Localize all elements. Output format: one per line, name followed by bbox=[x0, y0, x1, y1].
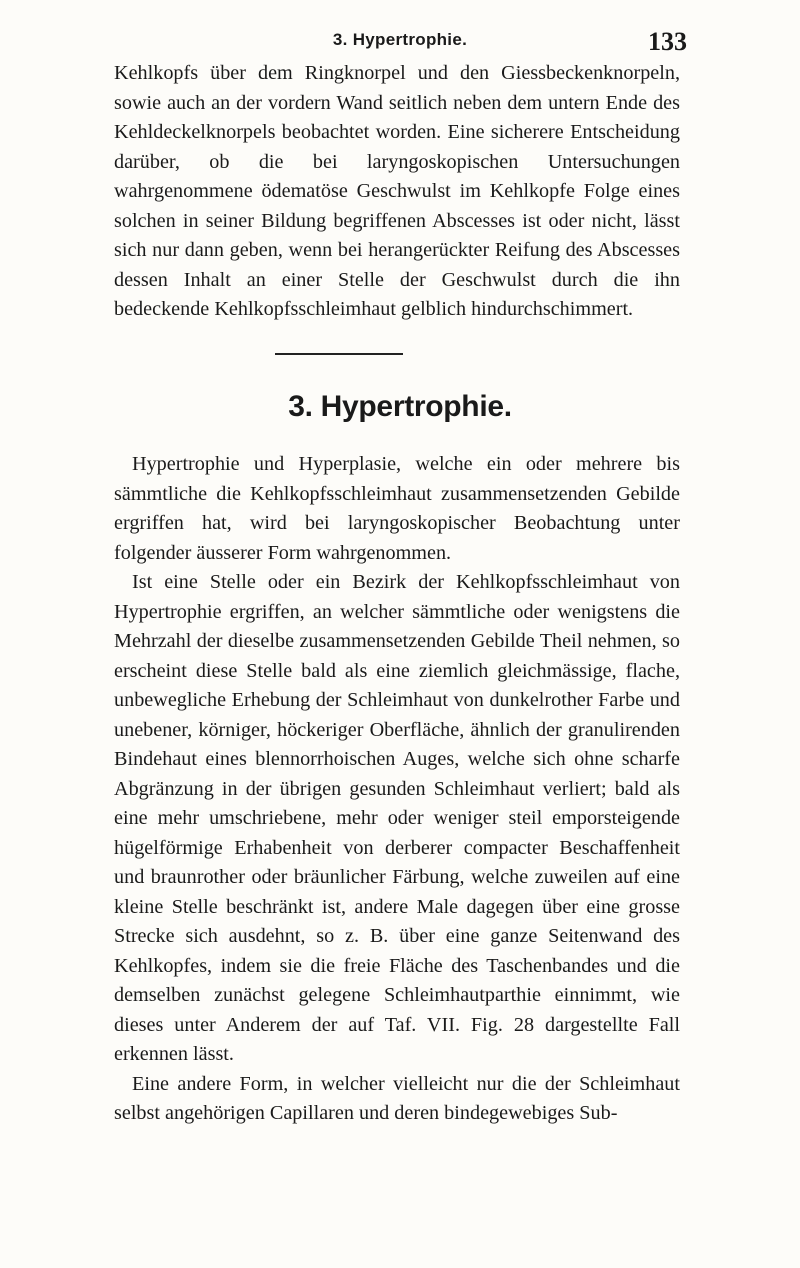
section-divider bbox=[275, 353, 403, 355]
running-head bbox=[0, 27, 800, 60]
section-heading: 3. Hypertrophie. bbox=[288, 390, 512, 423]
continued-paragraph: Kehlkopfs über dem Ringknorpel und den Giessbeckenknorpeln, sowie auch an der vordern Wand seitlich neben dem untern Ende des Kehldeckelknorpels beobachtet worden. Eine sicherere Entscheidung darüber, ob die bei laryngoskopischen Untersuchungen wahrgenommene ödematöse Geschwulst im Kehlkopfe Folge eines solchen in seiner Bildung begriffenen Abscesses ist oder nicht, lässt sich nur dann geben, wenn bei herangerückter Reifung des Abscesses dessen Inhalt an einer Stelle der Geschwulst durch die ihn bedeckende Kehlkopfsschleimhaut gelblich hindurchschimmert. bbox=[114, 62, 680, 320]
paragraph: Hypertrophie und Hyperplasie, welche ein oder mehrere bis sämmtliche die Kehlkopfsschleimhaut zusammensetzenden Gebilde ergriffen hat, wird bei laryngoskopischer Beobachtung unter folgender äusserer Form wahrgenommen. bbox=[114, 453, 680, 564]
paragraph: Ist eine Stelle oder ein Bezirk der Kehlkopfsschleimhaut von Hypertrophie ergriffen, an welcher sämmtliche oder wenigstens die Mehrzahl der dieselbe zusammensetzenden Gebilde Theil nehmen, so erscheint diese Stelle bald als eine ziemlich gleichmässige, flache, unbewegliche Erhebung der Schleimhaut von dunkelrother Farbe und unebener, körniger, höckeriger Oberfläche, ähnlich der granulirenden Bindehaut eines blennorrhoischen Auges, welche sich ohne scharfe Abgränzung in der übrigen gesunden Schleimhaut verliert; bald als eine mehr umschriebene, mehr oder weniger steil emporsteigende hügelförmige Erhabenheit von derberer compacter Beschaffenheit und braunrother oder bräunlicher Färbung, welche zuweilen auf eine kleine Stelle beschränkt ist, andere Male dagegen über eine grosse Strecke sich ausdehnt, so z. B. über eine ganze Seitenwand des Kehlkopfes, indem sie die freie Fläche des Taschenbandes und die demselben zunächst gelegene Schleimhautparthie einnimmt, wie dieses unter Anderem der auf Taf. VII. Fig. 28 dargestellte Fall erkennen lässt. bbox=[114, 571, 680, 1065]
running-title: 3. Hypertrophie. bbox=[332, 30, 468, 49]
paragraph: Eine andere Form, in welcher vielleicht nur die der Schleimhaut selbst angehörigen Capillaren und deren bindegewebiges Sub- bbox=[114, 1072, 680, 1124]
section-body bbox=[114, 450, 680, 1129]
page-number: 133 bbox=[648, 27, 687, 56]
continued-text bbox=[114, 59, 680, 325]
